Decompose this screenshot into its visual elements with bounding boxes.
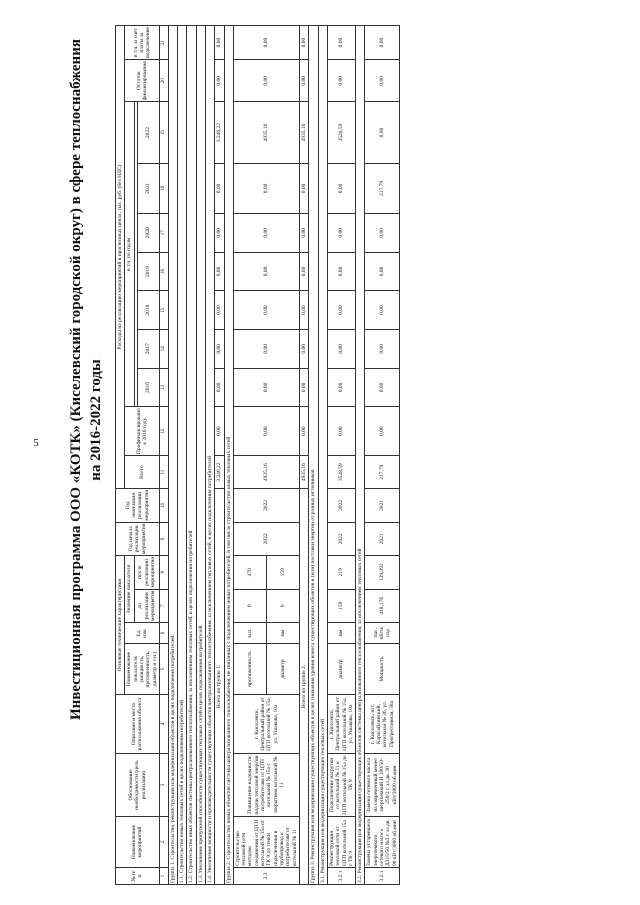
hdr-place: Описание и место расположения объекта (116, 695, 160, 754)
row321a-before: 159 (327, 589, 355, 622)
g1-2-label: 1.2. Строительство иных объектов системы централизованного теплоснабжения, за исключением тепловых сетей, в целях подключения потребителей (187, 26, 196, 885)
row321a-cost-7: 0,00 (327, 213, 355, 252)
column-number-18: 18 (159, 163, 168, 213)
group2-total-row (299, 26, 308, 885)
row321b-cost-8: 217,79 (365, 163, 400, 213)
group2-total-value-10: 0,00 (299, 60, 308, 102)
column-numbers-row (159, 26, 168, 885)
group1-label: Группа 1. Строительство, реконструкция или модернизация объектов в целях подключения потребителей: (168, 26, 177, 885)
group1-total-value-2: 0,00 (215, 407, 224, 456)
hdr-end: Год окончания реализации мероприятия (116, 489, 160, 522)
row321b-cost-9: 0,00 (365, 102, 400, 164)
group1-total-row (215, 26, 224, 885)
row23-cost-9: 4935,16 (233, 102, 299, 164)
row23-unit2: мм (266, 623, 299, 644)
row321a-name: Реконструкция тепловой сети от ЦТП котельной 15а с ТК 9 (327, 817, 355, 868)
row321b-param: Мощность (365, 644, 400, 695)
group2-total-value-7: 0,00 (299, 213, 308, 252)
row321b-cost-3: 0,00 (365, 368, 400, 407)
group1-total-value-9: 3 246,22 (215, 102, 224, 164)
hdr-after: после реализации мероприятия (134, 556, 159, 589)
hdr-values: Значение показателя (125, 556, 134, 623)
investment-table (115, 25, 625, 885)
row321b-cost-6: 0,00 (365, 252, 400, 291)
hdr-remain: Остаток финансирования (125, 60, 160, 102)
row321a-cost-8: 0,00 (327, 163, 355, 213)
group2-total-value-2: 0,00 (299, 407, 308, 456)
hdr-2019: 2019 (137, 252, 159, 291)
column-number-7: 7 (159, 589, 168, 622)
hdr-unit: Ед. изм. (125, 623, 160, 644)
row23-cost-2: 0,00 (233, 407, 299, 456)
row23-after2: 159 (266, 556, 299, 589)
row321b-cost-5: 0,00 (365, 291, 400, 330)
row23-cost-5: 0,00 (233, 291, 299, 330)
row321a-cost-2: 0,00 (327, 407, 355, 456)
g1-4-label: 1.4. Увеличение мощности и производительности существующих объектов централизованного теплоснабжения, за исключением тепловых сетей, в целях подключения потребителей (205, 26, 214, 885)
group2-total-value-5: 0,00 (299, 291, 308, 330)
row23-cost-11: 0,00 (233, 26, 299, 60)
group2-total-value-6: 0,00 (299, 252, 308, 291)
column-number-14: 14 (159, 329, 168, 368)
hdr-2020: 2020 (137, 213, 159, 252)
column-number-12: 12 (159, 407, 168, 456)
column-number-9: 9 (159, 522, 168, 555)
row321b-unit: тыс. кВтч/год (365, 623, 400, 644)
group2-total-value-4: 0,00 (299, 329, 308, 368)
column-number-17: 17 (159, 213, 168, 252)
hdr-param: Наименование показателя (мощность, протяженность, диаметр и т.п.) (125, 644, 160, 695)
group1-total-label: Всего по группе 1. (215, 489, 224, 885)
hdr-no: № п/п (116, 868, 160, 885)
hdr-name: Наименование мероприятий (116, 817, 160, 868)
document-title: Инвестиционная программа ООО «КОТК» (Киселевский городской округ) в сфере теплоснабжения (68, 39, 84, 720)
document-subtitle: на 2016-2022 годы (88, 359, 104, 481)
row23-cost-4: 0,00 (233, 329, 299, 368)
row321b-cost-7: 0,00 (365, 213, 400, 252)
column-number-5: 5 (159, 644, 168, 695)
group1-total-value-4: 0,00 (215, 329, 224, 368)
group1-total-value-10: 0,00 (215, 60, 224, 102)
column-number-3: 3 (159, 754, 168, 817)
column-number-15: 15 (159, 291, 168, 330)
hdr-2017: 2017 (137, 329, 159, 368)
row321a-need: Подключение нагрузки от котельной № 11 к ЦТП котельной № 15а до ТК 9 (328, 755, 354, 815)
group2-total-value-9: 4935,16 (299, 102, 308, 164)
column-number-6: 6 (159, 623, 168, 644)
row321a-place: г. Киселевск, Центральный район от ЦТП котельной № 15а, ул. Ушакова, 10а (327, 695, 355, 754)
hdr-incl: в т.ч. за счет платы за подключение (125, 26, 160, 60)
row321b-cost-2: 0,00 (365, 407, 400, 456)
column-number-1: 1 (159, 868, 168, 885)
column-number-8: 8 (159, 556, 168, 589)
row23-cost-7: 0,00 (233, 213, 299, 252)
row321a-after: 219 (327, 556, 355, 589)
row321b-before: 418,176 (365, 589, 400, 622)
row23-cost-10: 0,00 (233, 60, 299, 102)
row321b-cost-11: 0,00 (365, 26, 400, 60)
page-number: 5 (33, 437, 39, 449)
group3-label: Группа 3. Реконструкция или модернизация существующих объектов в целях снижения уровня износа существующих объектов и (или) поставки энергии от разных источников (309, 26, 318, 885)
column-number-4: 4 (159, 695, 168, 754)
hdr-start: Год начала реализации мероприятия (116, 522, 160, 555)
group2-label: Группа 2. Строительство новых объектов системы централизованного теплоснабжения, не связанных с подключением новых потребителей, в том числе строительство новых тепловых сетей (224, 26, 233, 885)
group2-total-label: Всего по группе 2. (299, 489, 308, 885)
hdr-before: до реализации мероприятия (134, 589, 159, 622)
row23-place: г. Киселевск, Центральный район от ЦТП котельной № 15а, ул. Ушакова, 10а (233, 695, 299, 754)
row321a-cost-5: 0,00 (327, 291, 355, 330)
row321b-cost-4: 0,00 (365, 329, 400, 368)
table-row-3-2-1-b (365, 26, 400, 885)
row321b-start: 2021 (365, 522, 400, 555)
row23-need: Повышение надежности подачи тепловой энергии потребителям от ЦТП котельной № 15а с закрытием котельной № 11 (233, 754, 299, 817)
column-number-21: 21 (159, 26, 168, 60)
hdr-costs: Расходы на реализацию мероприятий в прогнозных ценах, тыс. руб. (без НДС) (116, 26, 125, 489)
hdr-byyears: в т.ч. по годам (125, 102, 134, 407)
column-number-16: 16 (159, 252, 168, 291)
row23-end: 2022 (233, 489, 299, 522)
hdr-2022: 2022 (137, 102, 159, 164)
hdr-financed: Профинансировано к 2016 году (125, 407, 160, 456)
group2-total-value-1: 4935,16 (299, 456, 308, 489)
row23-after1: 470 (233, 556, 266, 589)
column-number-19: 19 (159, 102, 168, 164)
row321b-need: Замена сетевого насоса на современный менее энергоемкий Н 100/50-250/2 с эл.дв. 30 кВт/3000 об.мин (365, 754, 400, 817)
row321a-unit: мм (327, 623, 355, 644)
row321a-end: 2022 (327, 489, 355, 522)
hdr-2021: 2021 (137, 163, 159, 213)
row321a-no: 3.2.1 (327, 868, 355, 885)
row321b-no: 3.2.1 (365, 868, 400, 885)
row321a-cost-11: 0,00 (327, 26, 355, 60)
table-row-3-2-1-a (327, 26, 355, 885)
g3-1-label: 3.1. Реконструкция или модернизация существующих тепловых сетей (318, 26, 327, 885)
group1-total-value-8: 0,00 (215, 163, 224, 213)
row321a-cost-4: 0,00 (327, 329, 355, 368)
row321a-cost-1: 3528,59 (327, 456, 355, 489)
row23-cost-3: 0,00 (233, 368, 299, 407)
row321b-name: Замена устаревшего энергоемкого сетевого насоса Д315/50 №3 с эл.дв. 90 кВт/3000 об.мин (365, 817, 400, 868)
row321b-cost-10: 0,00 (365, 60, 400, 102)
hdr-total: Всего (125, 456, 160, 489)
row23-cost-1: 4935,16 (233, 456, 299, 489)
row23-before1: 0 (233, 589, 266, 622)
row23-no: 2.3 (233, 868, 299, 885)
group2-total-value-8: 0,00 (299, 163, 308, 213)
row321a-cost-3: 0,00 (327, 368, 355, 407)
column-number-2: 2 (159, 817, 168, 868)
row23-param1: протяженность (233, 644, 266, 695)
row23-cost-6: 0,00 (233, 252, 299, 291)
row321b-cost-1: 217,79 (365, 456, 400, 489)
hdr-need: Обоснование необходимости (цель реализации) (116, 754, 160, 817)
row321a-start: 2022 (327, 522, 355, 555)
row23-start: 2022 (233, 522, 299, 555)
g1-3-label: 1.3. Увеличение пропускной способности существующих тепловых сетей в целях подключения потребителей (196, 26, 205, 885)
table-row-2-3 (233, 26, 266, 885)
row23-before2: 0 (266, 589, 299, 622)
group1-total-value-11: 0,00 (215, 26, 224, 60)
hdr-tech: Основные технические характеристики (116, 556, 125, 695)
row321a-param: диаметр (327, 644, 355, 695)
group1-total-value-6: 0,00 (215, 252, 224, 291)
column-number-13: 13 (159, 368, 168, 407)
group2-total-value-3: 0,00 (299, 368, 308, 407)
row321b-end: 2021 (365, 489, 400, 522)
group1-total-value-7: 0,00 (215, 213, 224, 252)
group1-total-value-1: 3 246,22 (215, 456, 224, 489)
group1-total-value-3: 0,00 (215, 368, 224, 407)
row23-name: Строительство тепловой сети методом соединения от ЦТП котельной № 15а от ТК 9 до точки подключения в трубопровод к потребителям от котельной № 11 (233, 817, 299, 868)
g1-1-label: 1.1. Строительство новых тепловых сетей в целях подключения потребителей (177, 26, 186, 885)
row23-unit1: м.п. (233, 623, 266, 644)
hdr-2016: 2016 (137, 368, 159, 407)
row321a-cost-6: 0,00 (327, 252, 355, 291)
row321b-place: г. Киселевск, пгт. Карагайлинский, котельная № 36, ул. Прогрессивная, 38а (365, 695, 400, 754)
row321a-cost-9: 3528,59 (327, 102, 355, 164)
g3-2-label: 3.2. Реконструкция или модернизация существующих объектов системы централизованного теплоснабжения, за исключением тепловых сетей (356, 26, 365, 885)
column-number-11: 11 (159, 456, 168, 489)
group2-total-value-11: 0,00 (299, 26, 308, 60)
row321b-after: 139,392 (365, 556, 400, 589)
column-number-10: 10 (159, 489, 168, 522)
row23-param2: диаметр (266, 644, 299, 695)
column-number-20: 20 (159, 60, 168, 102)
group1-total-value-5: 0,00 (215, 291, 224, 330)
row321a-cost-10: 0,00 (327, 60, 355, 102)
hdr-2018: 2018 (137, 291, 159, 330)
row23-cost-8: 0,00 (233, 163, 299, 213)
